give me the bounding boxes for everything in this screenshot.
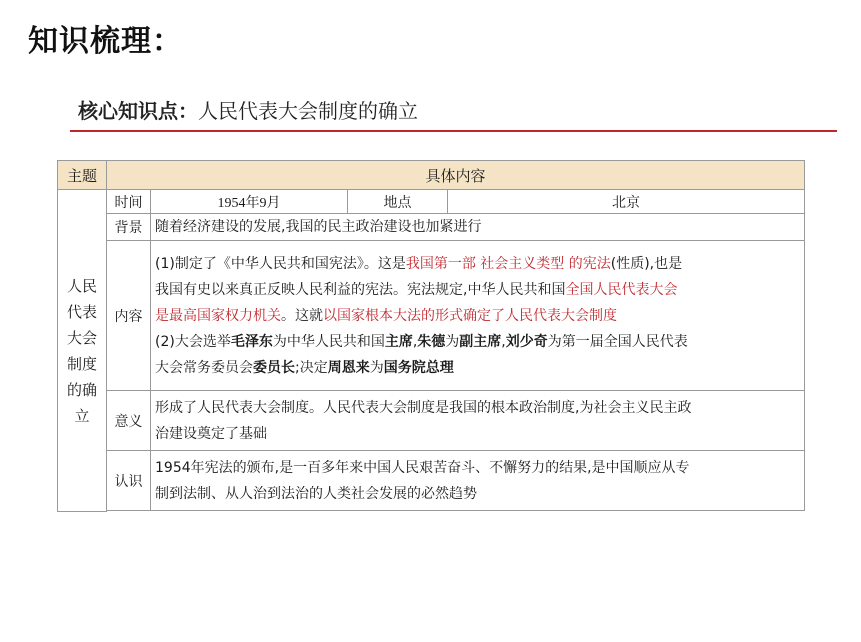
topic-line: 立 xyxy=(74,406,90,425)
understanding-text xyxy=(151,451,805,511)
table-header-row xyxy=(58,161,805,190)
content-line: (2)大会选举毛泽东为中华人民共和国主席,朱德为副主席,刘少奇为第一届全国人民代表 xyxy=(155,333,688,350)
table-row-significance xyxy=(58,391,805,451)
label-significance: 意义 xyxy=(107,391,151,451)
topic-cell xyxy=(58,190,107,512)
topic-line: 人民 xyxy=(66,276,97,295)
understanding-line: 制到法制、从人治到法治的人类社会发展的必然趋势 xyxy=(155,485,477,502)
significance-line: 形成了人民代表大会制度。人民代表大会制度是我国的根本政治制度,为社会主义民主政 xyxy=(155,399,692,416)
highest-power-highlight: 是最高国家权力机关 xyxy=(155,307,281,324)
knowledge-table xyxy=(57,160,805,512)
fundamental-law-highlight: 以国家根本大法的形式确定了人民代表大会制度 xyxy=(323,307,617,324)
table-row-understanding xyxy=(58,451,805,511)
topic-line: 大会 xyxy=(66,328,97,347)
npc-highlight: 全国人民代表大会 xyxy=(565,281,678,298)
table-row-content xyxy=(58,241,805,391)
label-background: 背景 xyxy=(107,214,151,241)
heading-topic: 人民代表大会制度的确立 xyxy=(198,99,418,123)
heading-underline xyxy=(70,130,837,132)
header-topic: 主题 xyxy=(58,161,107,190)
content-line: 是最高国家权力机关。这就以国家根本大法的形式确定了人民代表大会制度 xyxy=(155,307,617,324)
label-time: 时间 xyxy=(107,190,151,214)
topic-line: 制度 xyxy=(66,354,97,373)
table-row-background xyxy=(58,214,805,241)
significance-line: 治建设奠定了基础 xyxy=(155,425,267,442)
label-place: 地点 xyxy=(348,190,448,214)
understanding-line: 1954年宪法的颁布,是一百多年来中国人民艰苦奋斗、不懈努力的结果,是中国顺应从专 xyxy=(155,459,690,476)
label-understanding: 认识 xyxy=(107,451,151,511)
label-content: 内容 xyxy=(107,241,151,391)
background-text: 随着经济建设的发展,我国的民主政治建设也加紧进行 xyxy=(151,214,805,241)
content-line: 我国有史以来真正反映人民利益的宪法。宪法规定,中华人民共和国全国人民代表大会 xyxy=(155,281,678,298)
page-title: 知识梳理： xyxy=(28,24,183,59)
content-line: (1)制定了《中华人民共和国宪法》。这是我国第一部 社会主义类型 的宪法(性质),也是 xyxy=(155,255,683,272)
time-value: 1954年9月 xyxy=(151,190,348,214)
first-socialist-constitution: 我国第一部 社会主义类型 的宪法 xyxy=(405,255,611,272)
table-row-time xyxy=(58,190,805,214)
header-content: 具体内容 xyxy=(107,161,805,190)
topic-line: 代表 xyxy=(66,302,97,321)
significance-text xyxy=(151,391,805,451)
heading-lead: 核心知识点： xyxy=(78,99,198,123)
content-text xyxy=(151,241,805,391)
topic-line: 的确 xyxy=(66,380,97,399)
place-value: 北京 xyxy=(448,190,805,214)
section-heading xyxy=(78,95,418,124)
content-line: 大会常务委员会委员长;决定周恩来为国务院总理 xyxy=(155,359,454,376)
